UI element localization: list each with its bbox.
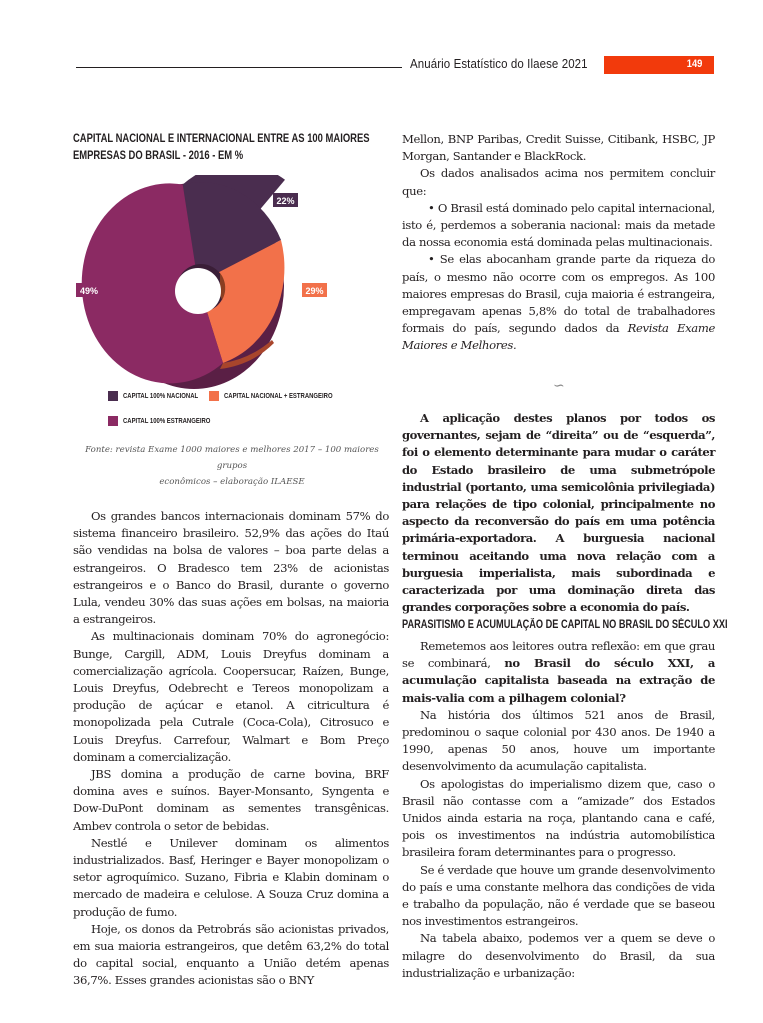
page-number: 149 [686,58,702,70]
ornament-divider-icon: ∽ [553,378,565,394]
right-column-text-top [402,131,715,355]
paragraph: Hoje, os donos da Petrobrás são acionistas privados, em sua maioria estrangeiros, que detêm 63,2% do total do capital social, enquanto a União detém apenas 36,7%. Esses grandes acionistas são o BNY [73,921,389,988]
publication-title: Anuário Estatístico do Ilaese 2021 [410,57,588,71]
bold-paragraph [402,410,715,616]
paragraph: Na tabela abaixo, podemos ver a quem se deve o milagre do desenvolvimento do Brasil, da sua industrialização e urbanização: [402,931,715,980]
paragraph: Os apologistas do imperialismo dizem que, caso o Brasil não contasse com a “amizade” dos Estados Unidos ainda estaria na roça, plantando cana e café, pois os investimentos na indústria automobilística brasileira foram determinantes para o progresso. [402,776,715,860]
bullet-text: • Se elas abocanham grande parte da riqueza do país, o mesmo não ocorre com os empregos. As 100 maiores empresas do Brasil, cuja maioria é estrangeira, empregavam apenas 5,8% do total de trabalhadores formais do país, segundo dados da [402,252,715,336]
paragraph: Os dados analisados acima nos permitem concluir que: [402,166,715,198]
legend-item-estrangeiro [108,416,226,426]
label-nacional: 22% [276,196,295,206]
header-rule [76,67,402,68]
legend-item-misto [209,391,352,401]
donut-hole [175,268,221,314]
section-heading: PARASITISMO E ACUMULAÇÃO DE CAPITAL NO BRASIL DO SÉCULO XXI [402,619,728,631]
right-column-text-bottom [402,638,715,982]
chart-title [73,131,393,165]
legend-label-nacional: CAPITAL 100% NACIONAL [123,392,199,400]
paragraph: A aplicação destes planos por todos os governantes, sejam de “direita” ou de “esquerda”, foi o elemento determinante para mudar o caráter do Estado brasileiro de uma submetrópole industrial (portanto, uma semicolônia privilegiada) para relações de tipo colonial, principalmente no aspecto da reconversão do país em uma potência primária-exportadora. A burguesia nacional terminou aceitando uma nova relação com a burguesia imperialista, mais subordinada e caracterizada por uma dominação direta das grandes corporações sobre a economia do país. [402,411,715,615]
bullet-item [402,251,715,354]
legend-label-estrangeiro: CAPITAL 100% ESTRANGEIRO [123,417,211,425]
label-misto: 29% [305,286,324,296]
bullet-item: • O Brasil está dominado pelo capital internacional, isto é, perdemos a soberania nacional: mais da metade da nossa economia está dominada pelas multinacionais. [402,200,715,250]
paragraph: Mellon, BNP Paribas, Credit Suisse, Citibank, HSBC, JP Morgan, Santander e BlackRock. [402,132,715,164]
publication-reference: Revista Exame Maiores e Melhores. [402,321,715,353]
legend-swatch-nacional [108,391,118,401]
paragraph: Nestlé e Unilever dominam os alimentos industrializados. Basf, Heringer e Bayer monopolizam o setor agroquímico. Suzano, Fibria e Klabin dominam o mercado de madeira e celulose. A Souza Cruz domina a produção de fumo. [73,835,389,919]
legend-item-nacional [108,391,211,401]
paragraph: As multinacionais dominam 70% do agronegócio: Bunge, Cargill, ADM, Louis Dreyfus dominam a comercialização agrícola. Coopersucar, Raízen, Bunge, Louis Dreyfus, Odebrecht e Tereos monopolizam a produção de açúcar e etanol. A citricultura é monopolizada pela Cutrale (Coca-Cola), Citrosuco e Louis Dreyfus. Carrefour, Walmart e Bom Preço dominam a comercialização. [73,629,389,764]
emphasis-text: no Brasil do século XXI, a acumulação capitalista baseada na extração de mais-valia com a pilhagem colonial? [402,656,715,705]
paragraph: Na história dos últimos 521 anos de Brasil, predominou o saque colonial por 430 anos. De 1940 a 1990, apenas 50 anos, houve um importante desenvolvimento da acumulação capitalista. [402,707,715,774]
paragraph: Os grandes bancos internacionais dominam 57% do sistema financeiro brasileiro. 52,9% das ações do Itaú são vendidas na bolsa de valores – boa parte delas a estrangeiros. O Bradesco tem 23% de acionistas estrangeiros e o Banco do Brasil, durante o governo Lula, vendeu 30% das suas ações em bolsas, na maioria a estrangeiros. [73,509,389,627]
donut-chart [60,175,380,390]
page-number-badge [604,56,714,74]
paragraph: Se é verdade que houve um grande desenvolvimento do país e uma constante melhora das condições de vida e trabalho da população, não é verdade que se baseou nos investimentos estrangeiros. [402,862,715,929]
legend-swatch-estrangeiro [108,416,118,426]
legend-swatch-misto [209,391,219,401]
legend-label-misto: CAPITAL NACIONAL + ESTRANGEIRO [224,392,333,400]
text-run: Remetemos aos leitores outra reflexão: em que grau se combinará, [402,639,715,671]
paragraph [402,638,715,707]
chart-source [72,442,392,490]
left-column-text [73,508,389,990]
paragraph: JBS domina a produção de carne bovina, BRF domina aves e suínos. Bayer-Monsanto, Syngenta e Dow-DuPont dominam as sementes transgênicas. Ambev controla o setor de bebidas. [73,767,389,833]
chart-source-line-2: econômicos – elaboração ILAESE [159,477,305,487]
label-estrangeiro: 49% [79,286,99,296]
chart-title-line-1: CAPITAL NACIONAL E INTERNACIONAL ENTRE AS 100 MAIORES [73,133,370,145]
chart-title-line-2: EMPRESAS DO BRASIL - 2016 - EM % [73,150,244,162]
chart-source-line-1: Fonte: revista Exame 1000 maiores e melhores 2017 – 100 maiores grupos [85,445,379,471]
